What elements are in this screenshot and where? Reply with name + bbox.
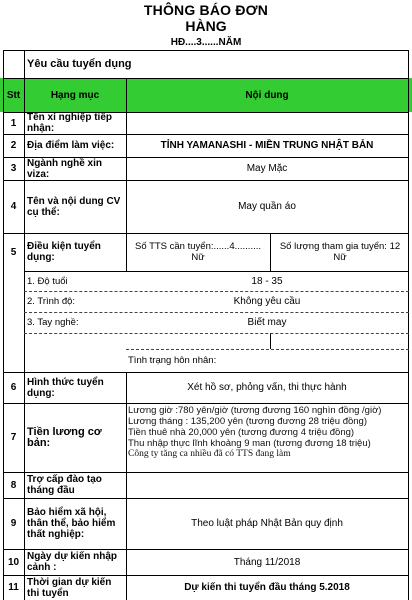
row-label-training-allowance: Trợ cấp đào tạo tháng đầu <box>27 474 102 496</box>
header-item: Hạng mục <box>50 89 100 101</box>
recruitment-form-value: Xét hồ sơ, phỏng vấn, thi thực hành <box>187 382 347 393</box>
row-label-location: Địa điểm làm việc: <box>27 140 115 151</box>
visa-field-value: May Mặc <box>246 163 288 174</box>
column-divider-stt <box>24 50 25 600</box>
row-label-salary: Tiền lương cơ bản: <box>27 425 102 449</box>
row-number: 2 <box>10 140 17 151</box>
salary-line-housing: Tiền thuê nhà 20,000 yên (tương đương 4 triệu đồng) <box>128 427 355 438</box>
sub-row-divider <box>24 333 409 334</box>
row-label-job: Tên và nội dung CV cụ thể: <box>27 195 121 218</box>
row-number: 6 <box>10 382 17 393</box>
row-number: 1 <box>10 117 17 129</box>
salary-line-overtime: Công ty tăng ca nhiều đã có TTS đang làm <box>128 449 291 459</box>
contract-number: HĐ....3......NĂM <box>170 37 242 48</box>
sub-label-skill: 3. Tay nghề: <box>27 317 79 328</box>
row-number: 10 <box>7 556 20 568</box>
insurance-value: Theo luật pháp Nhật Bản quy định <box>191 518 343 529</box>
row-label-conditions: Điều kiện tuyển dụng: <box>27 241 101 263</box>
row-label-company: Tên xí nghiệp tiếp nhận: <box>27 112 113 134</box>
participant-quantity-value: Số lượng tham gia tuyển: 12 Nữ <box>279 241 401 263</box>
row-label-exam-date: Thời gian dự kiến thi tuyển <box>27 576 112 599</box>
job-description-value: May quần áo <box>238 201 296 212</box>
column-divider-marital <box>270 333 271 349</box>
row-label-visa: Ngành nghề xin viza: <box>27 157 102 180</box>
document-title-line2: HÀNG <box>185 18 227 34</box>
salary-line-net-income: Thu nhập thực lĩnh khoảng 9 man (tương đương 18 triệu) <box>128 438 371 449</box>
row-number: 7 <box>10 432 17 443</box>
work-location-value: TỈNH YAMANASHI - MIỀN TRUNG NHẬT BẢN <box>160 140 374 151</box>
column-divider-condition <box>270 233 271 271</box>
table-border-right <box>408 50 409 600</box>
sub-label-marital-status: Tình trạng hôn nhân: <box>128 355 217 366</box>
row-label-recruitment-form: Hình thức tuyển dụng: <box>27 376 104 399</box>
row-number: 4 <box>10 201 17 212</box>
salary-details <box>128 405 410 460</box>
row-number: 9 <box>10 518 17 529</box>
row-label-entry-date: Ngày dự kiến nhập cảnh : <box>27 551 118 573</box>
education-value: Không yêu cầu <box>233 296 301 307</box>
sub-label-education: 2. Trình độ: <box>27 296 76 307</box>
document-title: THÔNG BÁO ĐƠN <box>143 2 269 18</box>
row-number: 8 <box>10 479 17 491</box>
request-label: Yêu cầu tuyển dụng <box>27 58 132 70</box>
header-stt: Stt <box>6 89 21 101</box>
row-number: 5 <box>10 246 17 258</box>
sub-label-age: 1. Độ tuổi <box>27 275 68 287</box>
recruit-quantity-value: Số TTS cần tuyển:......4.......... Nữ <box>134 241 262 263</box>
salary-line-hourly: Lương giờ :780 yên/giờ (tương đương 160 nghìn đồng /giờ) <box>128 405 382 416</box>
row-number: 11 <box>8 582 19 593</box>
age-value: 18 - 35 <box>251 275 283 287</box>
header-content: Nội dung <box>245 89 289 101</box>
exam-date-value: Dự kiến thi tuyển đầu tháng 5.2018 <box>184 582 350 593</box>
row-label-insurance: Bảo hiểm xã hội, thân thể, bảo hiểm thất nghiệp: <box>27 507 116 540</box>
row-number: 3 <box>10 163 17 174</box>
skill-value: Biết may <box>247 317 287 328</box>
salary-line-monthly: Lương tháng : 135,200 yên (tương đương 28 triệu đồng) <box>128 416 368 427</box>
entry-date-value: Tháng 11/2018 <box>233 556 301 568</box>
